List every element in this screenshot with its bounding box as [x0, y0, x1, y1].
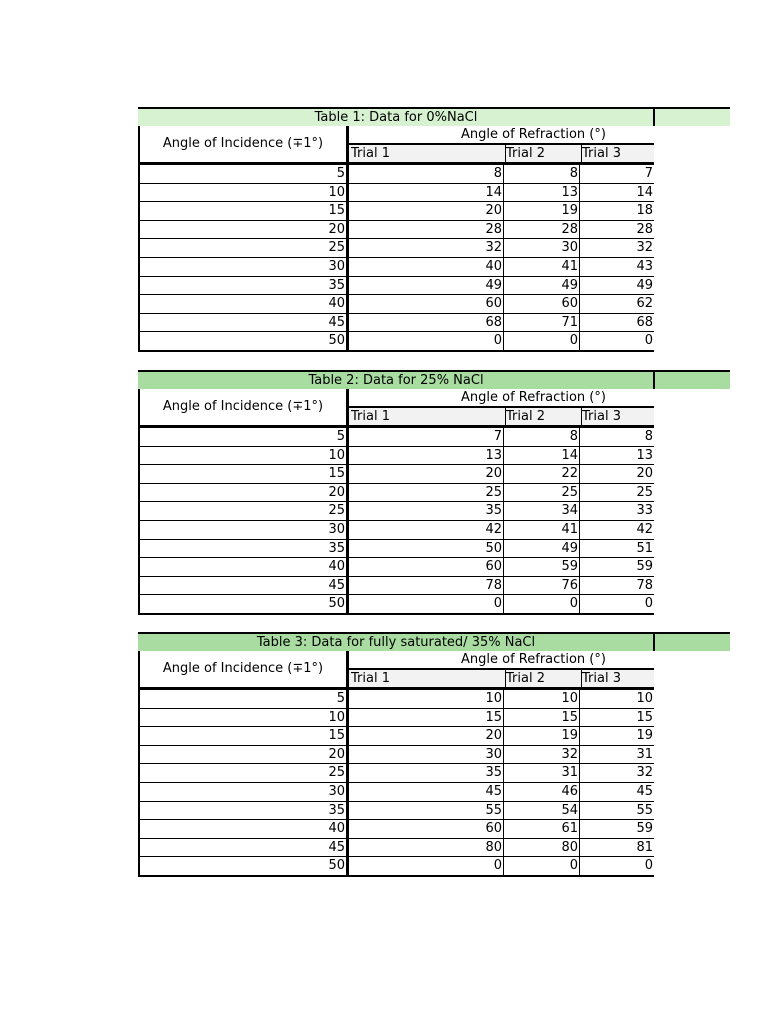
incidence-header: Angle of Incidence (∓1°): [140, 126, 349, 162]
table-row: [140, 446, 654, 465]
trial-2-cell[interactable]: 0: [504, 857, 580, 875]
trial-1-cell[interactable]: 32: [349, 239, 504, 257]
trial-2-cell[interactable]: 14: [504, 447, 580, 465]
trial-3-cell[interactable]: 31: [636, 746, 653, 762]
trial-2-header: Trial 2: [504, 145, 582, 162]
trial-3-header: Trial 3: [582, 671, 621, 686]
table-header: [140, 389, 654, 427]
incidence-cell[interactable]: 40: [140, 820, 349, 838]
incidence-cell[interactable]: 20: [140, 746, 349, 764]
table-row: [140, 183, 654, 202]
trial-3-cell[interactable]: 49: [636, 277, 653, 293]
table-row: [140, 238, 654, 257]
table-right-border: [653, 107, 655, 126]
trial-1-cell[interactable]: 25: [349, 484, 504, 502]
incidence-cell[interactable]: 20: [140, 221, 349, 239]
incidence-cell[interactable]: 20: [140, 484, 349, 502]
trial-1-header: Trial 1: [349, 670, 506, 687]
trial-2-cell[interactable]: 71: [504, 314, 580, 332]
table-row: [140, 220, 654, 239]
trial-1-header: Trial 1: [349, 145, 506, 162]
incidence-cell[interactable]: 15: [140, 202, 349, 220]
incidence-cell[interactable]: 10: [140, 184, 349, 202]
table-row: [140, 782, 654, 801]
incidence-cell[interactable]: 5: [140, 428, 349, 446]
table-row: [140, 594, 654, 613]
table-grid: [138, 126, 654, 352]
trial-1-cell[interactable]: 10: [349, 690, 504, 708]
table-row: [140, 819, 654, 838]
trial-2-cell[interactable]: 80: [504, 839, 580, 857]
refraction-header: Angle of Refraction (°): [349, 389, 654, 408]
table-row: [140, 464, 654, 483]
table-title-bar: [138, 370, 730, 389]
trial-1-cell[interactable]: 28: [349, 221, 504, 239]
table-row: [140, 576, 654, 595]
trial-3-cell[interactable]: 42: [636, 521, 653, 537]
trial-3-cell[interactable]: 32: [636, 240, 653, 256]
trial-header-row: [349, 670, 654, 687]
trial-1-cell[interactable]: 45: [349, 783, 504, 801]
incidence-cell[interactable]: 30: [140, 258, 349, 276]
incidence-cell[interactable]: 50: [140, 595, 349, 613]
trial-1-cell[interactable]: 15: [349, 709, 504, 727]
incidence-cell[interactable]: 30: [140, 783, 349, 801]
trial-1-cell[interactable]: 0: [349, 857, 504, 875]
trial-2-cell[interactable]: 76: [504, 577, 580, 595]
table-row: [140, 801, 654, 820]
trial-1-cell[interactable]: 30: [349, 746, 504, 764]
incidence-cell[interactable]: 30: [140, 521, 349, 539]
incidence-header: Angle of Incidence (∓1°): [140, 651, 349, 687]
table-row: [140, 201, 654, 220]
table-row: [140, 483, 654, 502]
table-title-bar: [138, 107, 730, 126]
incidence-cell[interactable]: 5: [140, 690, 349, 708]
trial-3-cell[interactable]: 10: [636, 691, 653, 706]
trial-3-cell[interactable]: 81: [636, 839, 653, 855]
trial-1-header: Trial 1: [349, 408, 506, 425]
trial-3-cell[interactable]: 19: [636, 728, 653, 744]
trial-3-cell[interactable]: 62: [636, 296, 653, 312]
trial-2-cell[interactable]: 49: [504, 540, 580, 558]
trial-2-cell[interactable]: 28: [504, 221, 580, 239]
trial-2-header: Trial 2: [504, 408, 582, 425]
trial-1-cell[interactable]: 7: [349, 428, 504, 446]
table-row: [140, 539, 654, 558]
incidence-cell[interactable]: 35: [140, 802, 349, 820]
table-row: [140, 427, 654, 446]
incidence-cell[interactable]: 15: [140, 727, 349, 745]
trial-3-cell[interactable]: 14: [636, 184, 653, 200]
trial-1-cell[interactable]: 68: [349, 314, 504, 332]
incidence-cell[interactable]: 10: [140, 447, 349, 465]
data-table-2: [138, 370, 730, 615]
trial-3-cell[interactable]: 32: [636, 765, 653, 781]
trial-1-cell[interactable]: 20: [349, 202, 504, 220]
trial-2-cell[interactable]: 54: [504, 802, 580, 820]
trial-3-cell[interactable]: 8: [644, 429, 653, 444]
trial-3-cell[interactable]: 68: [636, 314, 653, 330]
table-row: [140, 689, 654, 708]
trial-2-cell[interactable]: 32: [504, 746, 580, 764]
incidence-cell[interactable]: 50: [140, 332, 349, 350]
trial-1-cell[interactable]: 49: [349, 277, 504, 295]
trial-1-cell[interactable]: 40: [349, 258, 504, 276]
table-row: [140, 763, 654, 782]
trial-1-cell[interactable]: 20: [349, 727, 504, 745]
trial-1-cell[interactable]: 35: [349, 764, 504, 782]
trial-1-cell[interactable]: 0: [349, 595, 504, 613]
trial-1-cell[interactable]: 60: [349, 558, 504, 576]
table-row: [140, 520, 654, 539]
incidence-cell[interactable]: 15: [140, 465, 349, 483]
incidence-cell[interactable]: 40: [140, 558, 349, 576]
trial-2-cell[interactable]: 22: [504, 465, 580, 483]
trial-1-cell[interactable]: 35: [349, 502, 504, 520]
table-row: [140, 276, 654, 295]
incidence-cell[interactable]: 35: [140, 277, 349, 295]
incidence-cell[interactable]: 50: [140, 857, 349, 875]
trial-1-cell[interactable]: 60: [349, 295, 504, 313]
trial-3-cell[interactable]: 43: [636, 258, 653, 274]
table-title: Table 3: Data for fully saturated/ 35% NaCl: [256, 635, 536, 650]
table-grid: [138, 651, 654, 877]
incidence-cell[interactable]: 35: [140, 540, 349, 558]
trial-3-cell[interactable]: 7: [644, 166, 653, 181]
table-row: [140, 313, 654, 332]
trial-3-header: Trial 3: [582, 146, 621, 161]
trial-1-cell[interactable]: 80: [349, 839, 504, 857]
table-row: [140, 745, 654, 764]
incidence-cell[interactable]: 25: [140, 764, 349, 782]
trial-2-cell[interactable]: 31: [504, 764, 580, 782]
trial-1-cell[interactable]: 13: [349, 447, 504, 465]
trial-3-cell[interactable]: 20: [636, 466, 653, 482]
trial-2-cell[interactable]: 0: [504, 332, 580, 350]
trial-3-cell[interactable]: 13: [636, 447, 653, 463]
trial-1-cell[interactable]: 0: [349, 332, 504, 350]
trial-2-cell[interactable]: 61: [504, 820, 580, 838]
trial-2-cell[interactable]: 15: [504, 709, 580, 727]
incidence-cell[interactable]: 25: [140, 502, 349, 520]
trial-3-cell[interactable]: 25: [636, 484, 653, 500]
incidence-cell[interactable]: 40: [140, 295, 349, 313]
table-row: [140, 257, 654, 276]
trial-3-cell[interactable]: 28: [636, 221, 653, 237]
incidence-cell[interactable]: 5: [140, 165, 349, 183]
table-title-bar: [138, 632, 730, 651]
table-row: [140, 164, 654, 183]
table-header: [140, 126, 654, 164]
trial-2-cell[interactable]: 41: [504, 258, 580, 276]
data-table-3: [138, 632, 730, 877]
table-row: [140, 501, 654, 520]
incidence-cell[interactable]: 45: [140, 577, 349, 595]
trial-header-row: [349, 145, 654, 162]
table-title: Table 1: Data for 0%NaCl: [314, 110, 478, 125]
trial-2-cell[interactable]: 59: [504, 558, 580, 576]
trial-2-cell[interactable]: 60: [504, 295, 580, 313]
data-table-1: [138, 107, 730, 352]
table-right-border: [653, 370, 655, 389]
trial-3-cell[interactable]: 51: [636, 540, 653, 556]
trial-3-cell[interactable]: 15: [636, 709, 653, 725]
trial-1-cell[interactable]: 78: [349, 577, 504, 595]
trial-2-cell[interactable]: 30: [504, 239, 580, 257]
table-right-border: [653, 632, 655, 651]
trial-2-cell[interactable]: 8: [504, 165, 580, 183]
trial-3-cell[interactable]: 59: [636, 559, 653, 575]
trial-1-cell[interactable]: 55: [349, 802, 504, 820]
trial-1-cell[interactable]: 14: [349, 184, 504, 202]
trial-2-cell[interactable]: 19: [504, 202, 580, 220]
trial-2-header: Trial 2: [504, 670, 582, 687]
trial-3-cell[interactable]: 0: [644, 596, 653, 612]
trial-1-cell[interactable]: 50: [349, 540, 504, 558]
trial-2-cell[interactable]: 41: [504, 521, 580, 539]
table-row: [140, 557, 654, 576]
trial-3-cell[interactable]: 0: [644, 858, 653, 874]
table-row: [140, 838, 654, 857]
trial-header-row: [349, 408, 654, 425]
refraction-header: Angle of Refraction (°): [349, 126, 654, 145]
trial-3-cell[interactable]: 45: [636, 783, 653, 799]
trial-2-cell[interactable]: 10: [504, 690, 580, 708]
table-row: [140, 708, 654, 727]
trial-1-cell[interactable]: 60: [349, 820, 504, 838]
table-row: [140, 726, 654, 745]
incidence-cell[interactable]: 45: [140, 314, 349, 332]
incidence-cell[interactable]: 45: [140, 839, 349, 857]
trial-2-cell[interactable]: 46: [504, 783, 580, 801]
refraction-header: Angle of Refraction (°): [349, 651, 654, 670]
table-row: [140, 856, 654, 875]
table-row: [140, 294, 654, 313]
trial-2-cell[interactable]: 34: [504, 502, 580, 520]
trial-3-cell[interactable]: 33: [636, 503, 653, 519]
trial-2-cell[interactable]: 49: [504, 277, 580, 295]
trial-2-cell[interactable]: 13: [504, 184, 580, 202]
trial-3-cell[interactable]: 78: [636, 577, 653, 593]
incidence-cell[interactable]: 25: [140, 239, 349, 257]
trial-2-cell[interactable]: 25: [504, 484, 580, 502]
trial-3-header: Trial 3: [582, 409, 621, 424]
trial-3-cell[interactable]: 59: [636, 821, 653, 837]
table-header: [140, 651, 654, 689]
trial-1-cell[interactable]: 20: [349, 465, 504, 483]
trial-3-cell[interactable]: 18: [636, 203, 653, 219]
incidence-header: Angle of Incidence (∓1°): [140, 389, 349, 425]
trial-3-cell[interactable]: 55: [636, 802, 653, 818]
table-grid: [138, 389, 654, 615]
table-row: [140, 331, 654, 350]
incidence-cell[interactable]: 10: [140, 709, 349, 727]
trial-1-cell[interactable]: 8: [349, 165, 504, 183]
table-title: Table 2: Data for 25% NaCl: [308, 373, 484, 388]
trial-2-cell[interactable]: 0: [504, 595, 580, 613]
trial-3-cell[interactable]: 0: [644, 333, 653, 349]
trial-2-cell[interactable]: 19: [504, 727, 580, 745]
trial-1-cell[interactable]: 42: [349, 521, 504, 539]
trial-2-cell[interactable]: 8: [504, 428, 580, 446]
